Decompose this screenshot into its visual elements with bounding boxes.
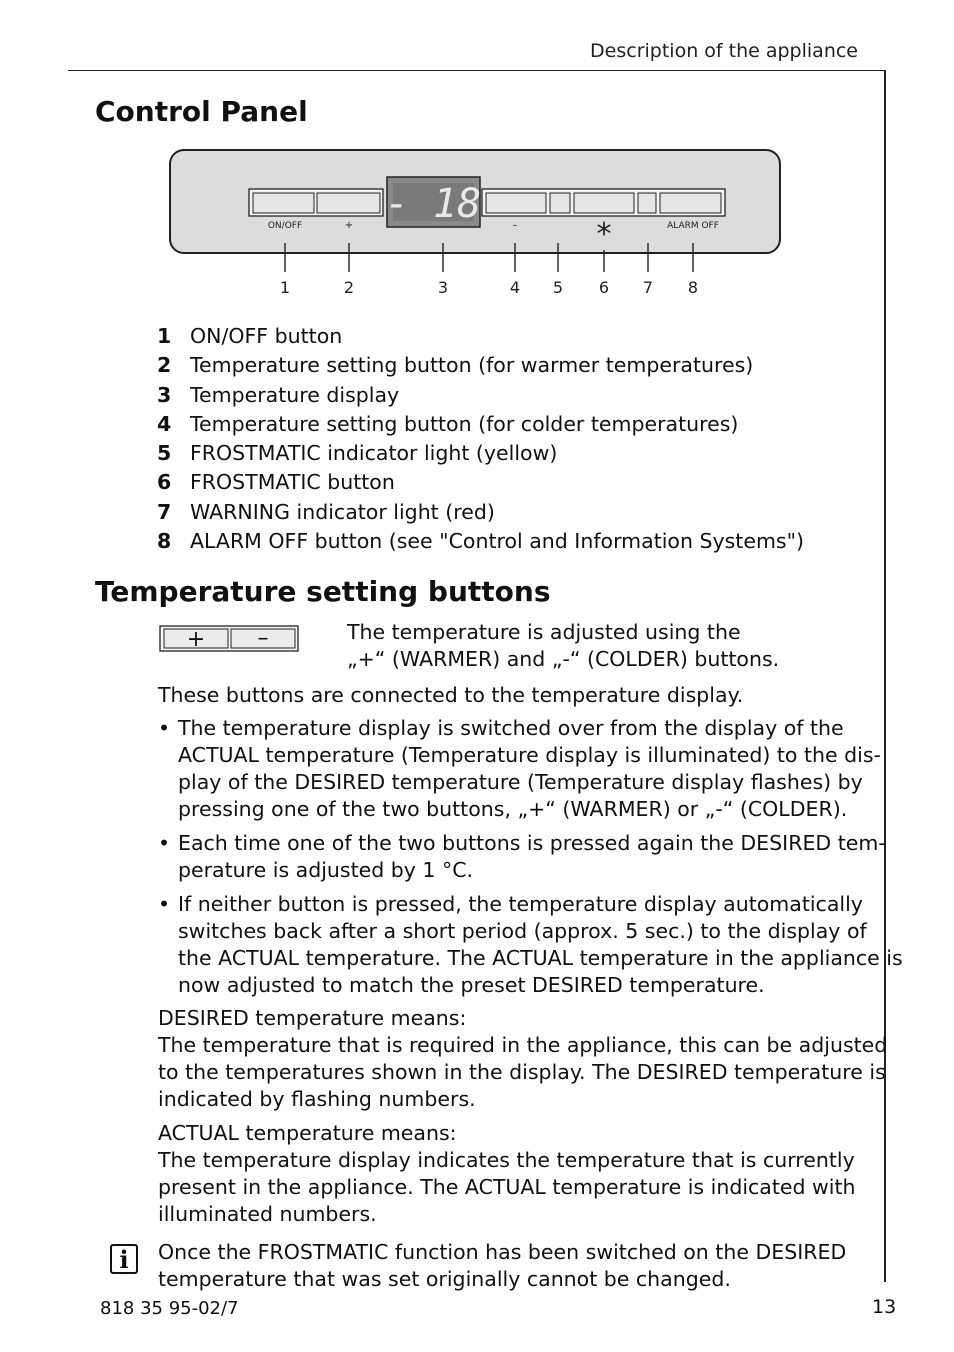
actual-section: ACTUAL temperature means: The temperature display indicates the temperature that is currently present in the appliance. The ACTUAL temperature is indicated with illuminated numbers. — [158, 1121, 856, 1226]
callout-1: 1 — [279, 278, 291, 297]
actual-heading: ACTUAL temperature means: — [158, 1121, 457, 1145]
legend-item: 4 Temperature setting button (for colder temperatures) — [157, 411, 739, 436]
info-icon: i — [110, 1244, 138, 1274]
minus-button-label: – — [257, 626, 269, 651]
legend-item: 3 Temperature display — [157, 382, 400, 407]
bullet-item: • If neither button is pressed, the temperature display automatically switches back after a short period (approx. 5 sec.) to the display of the ACTUAL temperature. The ACTUAL temperature in the appliance is now adjusted to match the preset DESIRED temperature. — [158, 892, 903, 997]
panel-label-on-off: ON/OFF — [267, 221, 303, 231]
panel-label-minus: – — [512, 220, 518, 231]
panel-legend — [157, 322, 804, 556]
page-number: 13 — [872, 1296, 897, 1318]
header-section: Description of the appliance — [590, 40, 858, 62]
callout-7: 7 — [642, 278, 654, 297]
desired-section: DESIRED temperature means: The temperature that is required in the appliance, this can be adjusted to the temperatures shown in the display. The DESIRED temperature is indicated by flashing numbers. — [158, 1006, 888, 1111]
intro-text: The temperature is adjusted using the „+“ (WARMER) and „-“ (COLDER) buttons. — [347, 620, 780, 671]
callout-2: 2 — [343, 278, 355, 297]
panel-label-snowflake: * — [596, 217, 612, 252]
temperature-display-value: - 18 — [384, 181, 482, 227]
temperature-buttons-title: Temperature setting buttons — [95, 575, 551, 608]
bullet-list — [158, 715, 903, 999]
callout-3: 3 — [437, 278, 449, 297]
callout-5: 5 — [552, 278, 564, 297]
legend-item: 6 FROSTMATIC button — [157, 470, 395, 495]
connected-text: These buttons are connected to the temperature display. — [158, 683, 744, 707]
bullet-item: • Each time one of the two buttons is pressed again the DESIRED tem- perature is adjusted by 1 °C. — [158, 831, 886, 882]
bullet-item: • The temperature display is switched over from the display of the ACTUAL temperature (Temperature display is illuminated) to the dis- play of the DESIRED temperature (Temperature display flashes) by pressing one of the two buttons, „+“ (WARMER) or „-“ (COLDER). — [158, 716, 881, 821]
header-rule — [68, 70, 886, 71]
panel-label-plus: + — [344, 220, 354, 231]
control-panel-diagram — [165, 145, 785, 305]
info-text: Once the FROSTMATIC function has been switched on the DESIRED temperature that was set originally cannot be changed. — [158, 1240, 847, 1291]
desired-heading: DESIRED temperature means: — [158, 1006, 467, 1030]
legend-item: 5 FROSTMATIC indicator light (yellow) — [157, 441, 558, 466]
plus-button-label: + — [186, 627, 206, 652]
legend-item: 7 WARNING indicator light (red) — [157, 499, 495, 524]
control-panel-title: Control Panel — [95, 95, 308, 128]
callout-6: 6 — [598, 278, 610, 297]
plus-minus-buttons-illustration — [158, 624, 300, 654]
legend-item: 2 Temperature setting button (for warmer temperatures) — [157, 353, 754, 378]
callout-4: 4 — [509, 278, 521, 297]
legend-item: 8 ALARM OFF button (see "Control and Information Systems") — [157, 529, 805, 554]
document-code: 818 35 95-02/7 — [100, 1298, 239, 1319]
callout-8: 8 — [687, 278, 699, 297]
legend-item: 1 ON/OFF button — [157, 324, 343, 348]
panel-label-alarm-off: ALARM OFF — [667, 221, 719, 231]
